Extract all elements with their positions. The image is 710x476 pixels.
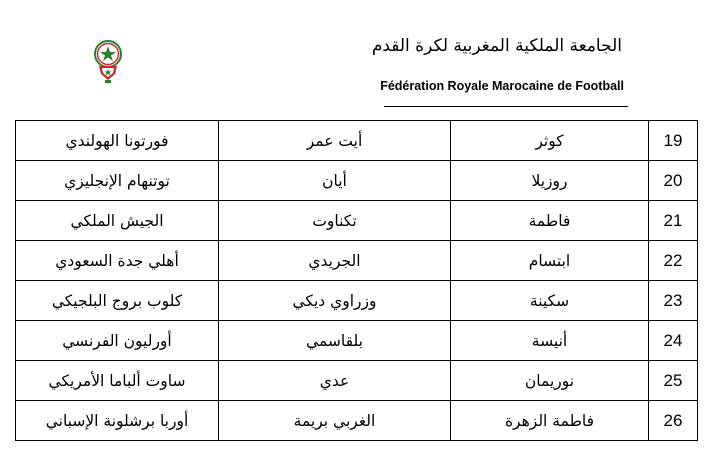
club-cell: أهلي جدة السعودي xyxy=(16,241,219,281)
number-cell: 19 xyxy=(649,121,698,161)
header-divider xyxy=(384,106,628,107)
frmf-crest-icon xyxy=(88,38,128,86)
first-name-cell: نوريمان xyxy=(451,361,649,401)
club-cell: فورتونا الهولندي xyxy=(16,121,219,161)
last-name-cell: الغربي بريمة xyxy=(219,401,451,441)
club-cell: أوربا برشلونة الإسباني xyxy=(16,401,219,441)
first-name-cell: كوثر xyxy=(451,121,649,161)
last-name-cell: بلقاسمي xyxy=(219,321,451,361)
first-name-cell: روزيلا xyxy=(451,161,649,201)
federation-title-french: Fédération Royale Marocaine de Football xyxy=(380,79,624,93)
last-name-cell: تكناوت xyxy=(219,201,451,241)
first-name-cell: فاطمة xyxy=(451,201,649,241)
first-name-cell: أنيسة xyxy=(451,321,649,361)
federation-title-arabic: الجامعة الملكية المغربية لكرة القدم xyxy=(371,36,622,56)
table-row xyxy=(16,281,698,321)
number-cell: 24 xyxy=(649,321,698,361)
club-cell: كلوب بروج البلجيكي xyxy=(16,281,219,321)
last-name-cell: أيان xyxy=(219,161,451,201)
number-cell: 21 xyxy=(649,201,698,241)
number-cell: 22 xyxy=(649,241,698,281)
club-cell: أورليون الفرنسي xyxy=(16,321,219,361)
table-row xyxy=(16,321,698,361)
last-name-cell: وزراوي ديكي xyxy=(219,281,451,321)
table-row xyxy=(16,161,698,201)
club-cell: توتنهام الإنجليزي xyxy=(16,161,219,201)
table-row xyxy=(16,201,698,241)
number-cell: 25 xyxy=(649,361,698,401)
first-name-cell: سكينة xyxy=(451,281,649,321)
table-row xyxy=(16,361,698,401)
number-cell: 23 xyxy=(649,281,698,321)
last-name-cell: عدي xyxy=(219,361,451,401)
table-row xyxy=(16,121,698,161)
number-cell: 26 xyxy=(649,401,698,441)
player-roster-table xyxy=(15,120,698,441)
number-cell: 20 xyxy=(649,161,698,201)
first-name-cell: ابتسام xyxy=(451,241,649,281)
table-row xyxy=(16,241,698,281)
club-cell: الجيش الملكي xyxy=(16,201,219,241)
first-name-cell: فاطمة الزهرة xyxy=(451,401,649,441)
last-name-cell: أيت عمر xyxy=(219,121,451,161)
table-row xyxy=(16,401,698,441)
club-cell: ساوت ألباما الأمريكي xyxy=(16,361,219,401)
last-name-cell: الجريدي xyxy=(219,241,451,281)
